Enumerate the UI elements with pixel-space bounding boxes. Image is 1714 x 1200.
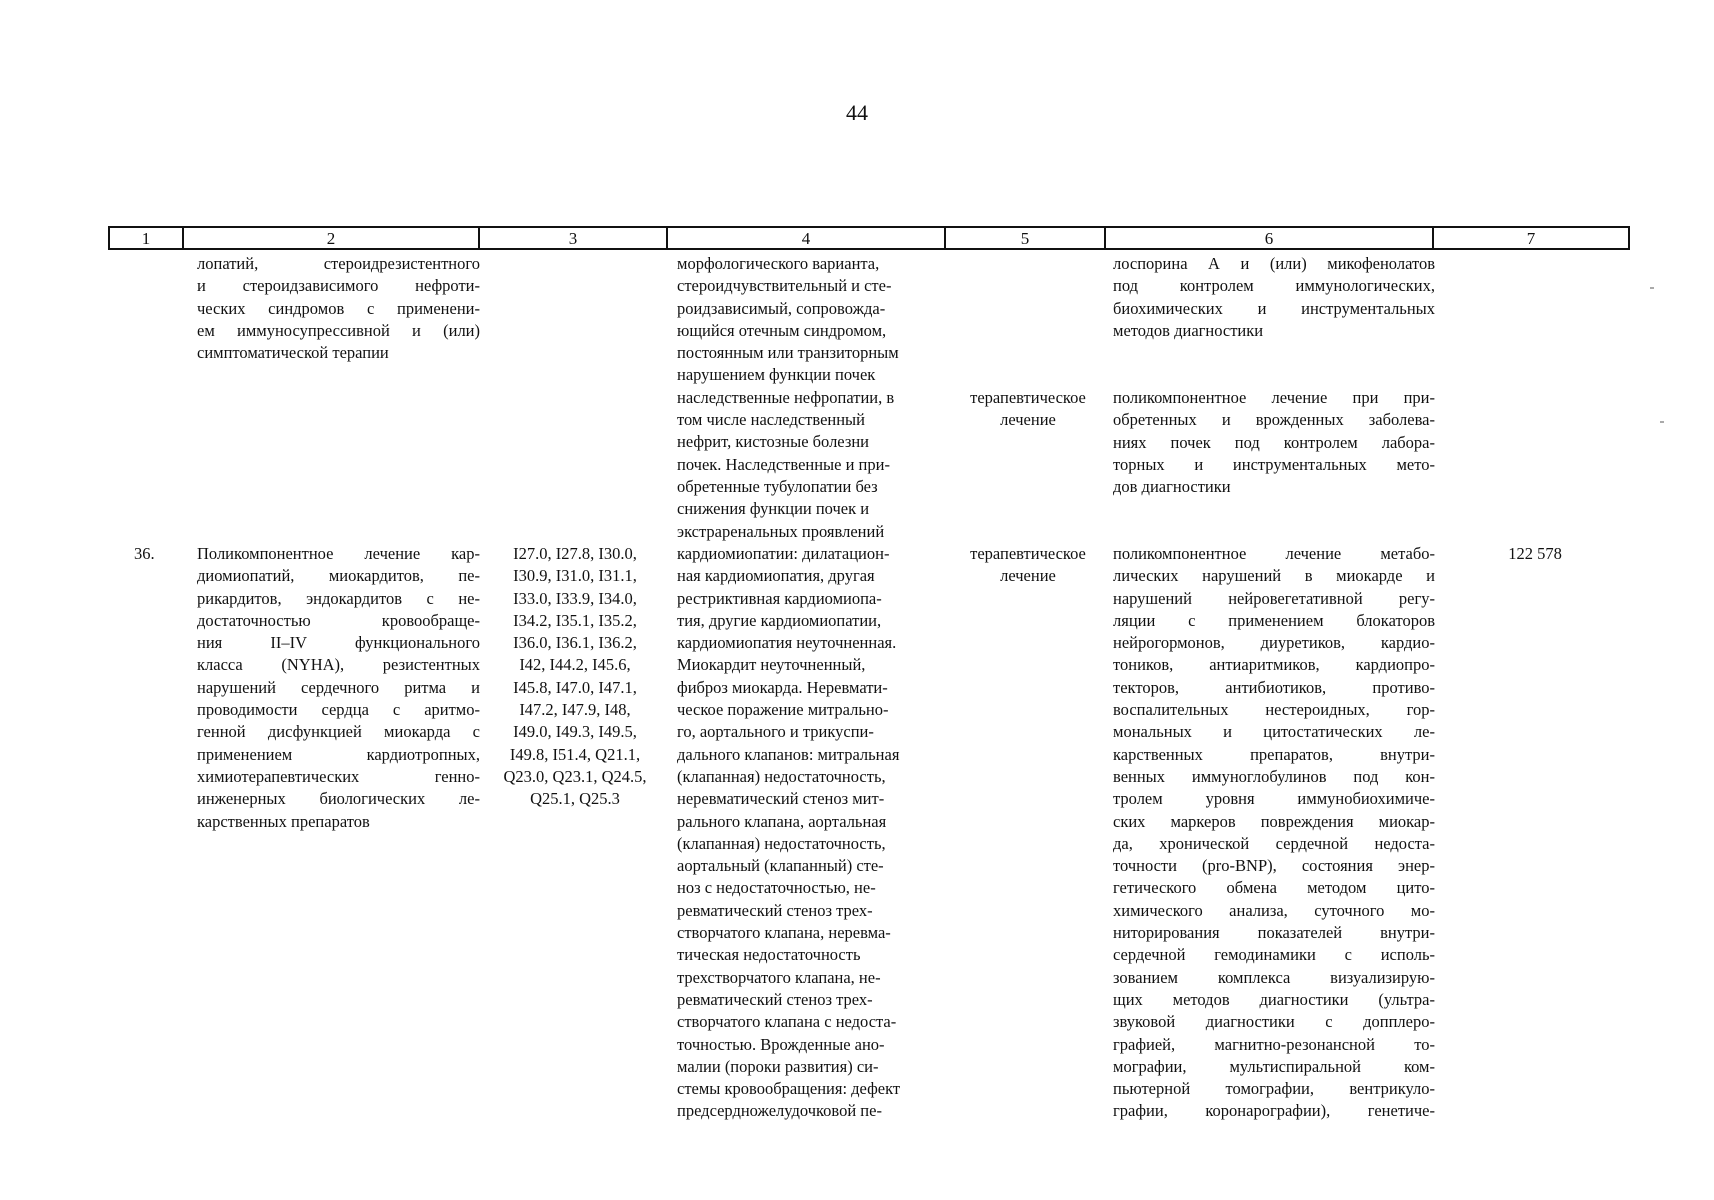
text-line: достаточностью кровообраще- [197,610,480,630]
text-line: точностью. Врожденные ано- [677,1034,885,1054]
text-line: снижения функции почек и [677,499,870,519]
text-line: ревматический стеноз трех- [677,900,873,920]
text-line: I45.8, I47.0, I47.1, [513,677,637,697]
text-line: тоников, антиаритмиков, кардиопро- [1113,655,1435,675]
text-line: да, хронической сердечной недоста- [1113,833,1435,853]
text-line: точности (pro-BNP), состояния энер- [1113,856,1435,876]
text-line: лоспорина А и (или) микофенолатов [1113,254,1435,273]
text-line: методов диагностики [1113,320,1264,340]
text-line: Q23.0, Q23.1, Q24.5, [503,766,647,786]
continuation-col4-text [677,253,899,543]
text-line: класса (NYHA), резистентных [197,655,480,675]
text-line: под контролем иммунологических, [1113,276,1435,296]
text-line: нарушений нейровегетативной регу- [1113,588,1435,608]
text-line: обретенных и врожденных заболева- [1113,410,1435,430]
text-line: лечение [1000,410,1056,430]
text-line: биохимических и инструментальных [1113,298,1435,318]
text-line: пьютерной томографии, вентрикуло- [1113,1079,1435,1099]
column-header-5: 5 [1020,229,1030,248]
text-line: стемы кровообращения: дефект [677,1079,901,1099]
text-line: химиотерапевтических генно- [197,766,480,786]
text-line: ских маркеров повреждения миокар- [1113,811,1435,831]
text-line: мографии, мультиспиральной ком- [1113,1056,1435,1076]
scan-speck [1660,421,1664,423]
text-line: I49.8, I51.4, Q21.1, [509,744,641,764]
text-line: терапевтическое [970,544,1086,563]
continuation-col2-text [197,253,480,364]
text-line: нарушений сердечного ритма и [197,677,480,697]
column-header-4: 4 [801,229,811,248]
text-line: ем иммуносупрессивной и (или) [197,320,480,340]
text-line: I30.9, I31.0, I31.1, [513,566,637,586]
text-line: карственных препаратов [197,811,370,831]
text-line: ревматический стеноз трех- [677,989,873,1009]
text-line: наследственные нефропатии, в [677,387,895,407]
text-line: рального клапана, аортальная [677,811,887,831]
text-line: I27.0, I27.8, I30.0, [513,544,637,563]
text-line: генной дисфункцией миокарда с [197,722,480,742]
text-line: тическая недостаточность [677,945,861,965]
text-line: фиброз миокарда. Неревмати- [677,677,888,697]
text-line: нейрогормонов, диуретиков, кардио- [1113,633,1435,653]
text-line: ниях почек под контролем лабора- [1113,432,1435,452]
column-header-7: 7 [1526,229,1536,248]
text-line: терапевтическое [970,388,1086,407]
text-line: звуковой диагностики с допплеро- [1113,1012,1435,1032]
text-line: дов диагностики [1113,477,1231,497]
row-36-col6-text [1113,543,1435,1123]
text-line: поликомпонентное лечение метабо- [1113,544,1435,563]
text-line: графии, коронарографии), генетиче- [1113,1101,1435,1121]
text-line: дального клапанов: митральная [677,744,900,764]
text-line: ниторирования показателей внутри- [1113,923,1435,943]
row-36-cost-value: 122 578 [1508,544,1562,563]
column-number-header [108,226,1630,250]
text-line: Поликомпонентное лечение кар- [197,544,480,563]
text-line: ния II–IV функционального [197,633,480,653]
text-line: неревматический стеноз мит- [677,789,885,809]
text-line: нефрит, кистозные болезни [677,432,870,452]
text-line: (клапанная) недостаточность, [677,766,886,786]
text-line: створчатого клапана, неревма- [677,923,891,943]
text-line: I34.2, I35.1, I35.2, [513,610,637,630]
text-line: симптоматической терапии [197,343,389,363]
row-36-col4-text [677,543,900,1123]
text-line: мональных и цитостатических ле- [1113,722,1435,742]
text-line: Q25.1, Q25.3 [530,789,620,809]
text-line: ческих синдромов с применени- [197,298,480,318]
text-line: I33.0, I33.9, I34.0, [513,588,637,608]
text-line: графией, магнитно-резонансной то- [1113,1034,1435,1054]
row-36-icd-codes [480,543,670,811]
text-line: поликомпонентное лечение при при- [1113,388,1435,407]
text-line: морфологического варианта, [677,254,880,273]
text-line: ляции с применением блокаторов [1113,610,1435,630]
page-number: 44 [846,100,868,125]
text-line: том числе наследственный [677,410,865,430]
text-line: торных и инструментальных мето- [1113,454,1435,474]
text-line: ческое поражение митрально- [677,700,889,720]
text-line: применением кардиотропных, [197,744,480,764]
row-36-col2-text [197,543,480,833]
column-header-3: 3 [568,229,578,248]
text-line: предсердножелудочковой пе- [677,1101,882,1121]
text-line: нарушением функции почек [677,365,876,385]
text-line: обретенные тубулопатии без [677,476,878,496]
text-line: ноз с недостаточностью, не- [677,878,876,898]
text-line: химического анализа, суточного мо- [1113,900,1435,920]
text-line: тролем уровня иммунобиохимиче- [1113,789,1435,809]
text-line: лических нарушений в миокарде и [1113,566,1435,586]
text-line: ющийся отечным синдромом, [677,320,887,340]
text-line: роидзависимый, сопровожда- [677,298,886,318]
text-line: кардиомиопатии: дилатацион- [677,544,890,563]
text-line: рестриктивная кардиомиопа- [677,588,882,608]
text-line: го, аортального и трикуспи- [677,722,874,742]
text-line: I42, I44.2, I45.6, [519,655,631,675]
text-line: малии (пороки развития) си- [677,1056,879,1076]
text-line: I49.0, I49.3, I49.5, [513,722,637,742]
scan-speck [1650,287,1654,289]
row-36-number: 36. [134,544,155,563]
text-line: диомиопатий, миокардитов, пе- [197,566,480,586]
continuation-col6-block2 [1113,387,1435,498]
text-line: щих методов диагностики (ультра- [1113,989,1435,1009]
text-line: гетического обмена методом цито- [1113,878,1435,898]
text-line: тия, другие кардиомиопатии, [677,610,882,630]
text-line: лопатий, стероидрезистентного [197,254,480,273]
text-line: стероидчувствительный и сте- [677,276,892,296]
text-line: воспалительных нестероидных, гор- [1113,700,1435,720]
continuation-col5-treatment-type [948,387,1108,432]
text-line: сердечной гемодинамики с исполь- [1113,945,1435,965]
text-line: проводимости сердца с аритмо- [197,700,480,720]
column-header-1: 1 [141,229,151,248]
text-line: Миокардит неуточненный, [677,655,866,675]
text-line: аортальный (клапанный) сте- [677,856,884,876]
column-header-2: 2 [326,229,336,248]
text-line: лечение [1000,566,1056,586]
text-line: створчатого клапана с недоста- [677,1012,897,1032]
column-header-6: 6 [1264,229,1274,248]
text-line: венных иммуноглобулинов под кон- [1113,766,1435,786]
text-line: трехстворчатого клапана, не- [677,967,881,987]
text-line: и стероидзависимого нефроти- [197,276,480,296]
text-line: экстраренальных проявлений [677,521,885,541]
text-line: (клапанная) недостаточность, [677,833,886,853]
text-line: рикардитов, эндокардитов с не- [197,588,480,608]
text-line: I36.0, I36.1, I36.2, [513,633,637,653]
text-line: текторов, антибиотиков, противо- [1113,677,1435,697]
text-line: зованием комплекса визуализирую- [1113,967,1435,987]
text-line: инженерных биологических ле- [197,789,480,809]
text-line: карственных препаратов, внутри- [1113,744,1435,764]
continuation-col6-block1 [1113,253,1435,342]
text-line: кардиомиопатия неуточненная. [677,633,897,653]
text-line: почек. Наследственные и при- [677,454,890,474]
text-line: постоянным или транзиторным [677,343,899,363]
text-line: I47.2, I47.9, I48, [519,700,631,720]
text-line: ная кардиомиопатия, другая [677,566,875,586]
row-36-treatment-type [948,543,1108,588]
